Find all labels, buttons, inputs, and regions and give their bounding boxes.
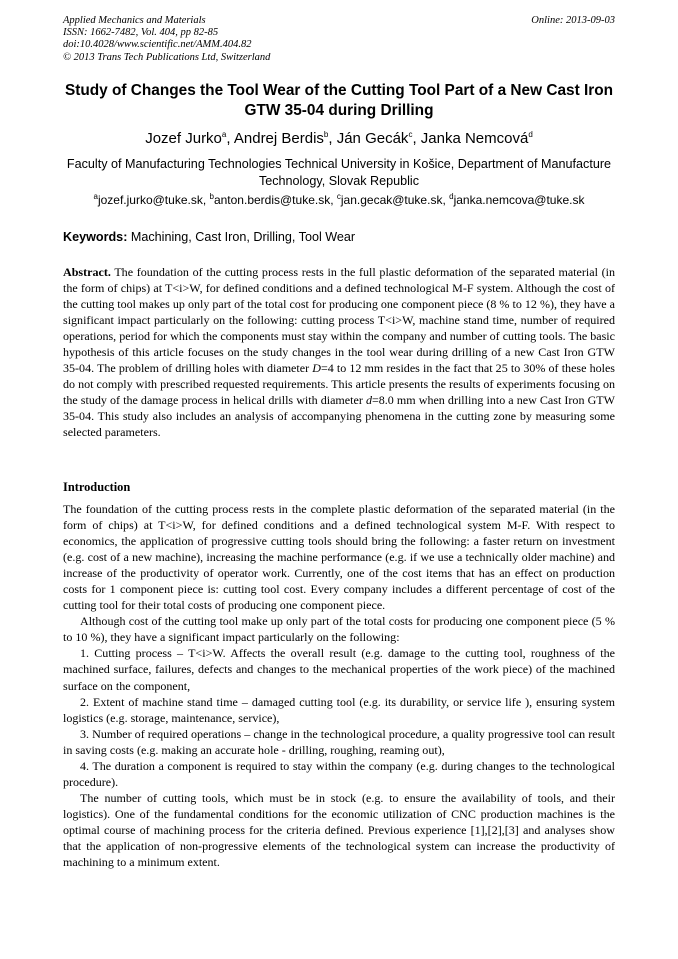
- online-date: Online: 2013-09-03: [531, 15, 615, 26]
- paragraph: Although cost of the cutting tool make up only part of the total costs for producing one component piece (5 % to 10 %), they have a significant impact particularly on the following:: [63, 614, 615, 645]
- email-address[interactable]: $^b$anton.berdis@tuke.sk,: [209, 192, 337, 207]
- author-list: [63, 130, 615, 148]
- introduction-body: [63, 501, 615, 870]
- keywords-label: Keywords:: [63, 230, 128, 244]
- author: Andrej Berdis$^b$,: [233, 130, 337, 147]
- abstract-label: Abstract.: [63, 265, 111, 279]
- list-item: 4. The duration a component is required to stay within the company (e.g. during changes to the technological procedure).: [63, 758, 615, 789]
- author: Janka Nemcová$^d$: [420, 130, 533, 147]
- copyright-line: © 2013 Trans Tech Publications Ltd, Switzerland: [63, 51, 271, 63]
- abstract: Abstract. The foundation of the cutting process rests in the full plastic deformation of the separated material (in the form of chips) at T<i>W, for defined conditions and a defined technological M-F system. Although the cost of the cutting tool makes up only part of the total cost for producing one component piece (8 % to 12 %), they have a significant impact particularly on the following: cutting process T<i>W, machine stand time, number of required operations, period for which the components must stay within the company and number of cutting tools. The basic hypothesis of this article focuses on the study changes in the tool wear during drilling of a new Cast Iron GTW 35-04. The problem of drilling holes with diameter D=4 to 12 mm resides in the fact that 25 to 30% of these holes do not comply with prescribed requested requirements. This article presents the results of experiments focusing on the study of the damage process in helical drills with diameter d=8.0 mm when drilling into a new Cast Iron GTW 35-04. This study also includes an analysis of accompanying phenomena in the cutting zone by measuring some selected parameters.: [63, 265, 615, 440]
- email-list: [63, 193, 615, 208]
- keywords: [63, 230, 615, 245]
- author: Jozef Jurko$^a$,: [145, 130, 234, 147]
- paragraph: The number of cutting tools, which must be in stock (e.g. to ensure the availability of tools, and their logistics). One of the fundamental conditions for the economic utilization of CNC production machines is the optimal course of machining process for the criteria defined. Previous experience [1],[2],[3] and analyses show that the application of non-progressive elements of the technological system can increase the productivity of machining to a minimum extent.: [63, 790, 615, 870]
- journal-name: Applied Mechanics and Materials: [63, 15, 206, 26]
- paper-title: Study of Changes the Tool Wear of the Cutting Tool Part of a New Cast Iron GTW 35-04 during Drilling: [64, 82, 614, 119]
- doi-line: doi:10.4028/www.scientific.net/AMM.404.82: [63, 39, 252, 51]
- affiliation: Faculty of Manufacturing Technologies Technical University in Košice, Department of Manufacture Technology, Slovak Republic: [66, 157, 612, 188]
- list-item: 1. Cutting process – T<i>W. Affects the overall result (e.g. damage to the cutting tool, roughness of the machined surface, failures, defects and changes to the mechanical properties of the work piece) of the machined surface on the component,: [63, 646, 615, 693]
- issn-line: ISSN: 1662-7482, Vol. 404, pp 82-85: [63, 27, 219, 39]
- email-address[interactable]: $^a$jozef.jurko@tuke.sk,: [93, 192, 210, 207]
- list-item: 3. Number of required operations – change in the technological procedure, a quality progressive tool can result in saving costs (e.g. making an accurate hole - drilling, roughing, reaming out),: [63, 726, 615, 757]
- keywords-text: Machining, Cast Iron, Drilling, Tool Wear: [130, 230, 356, 244]
- section-heading-introduction: Introduction: [63, 480, 131, 494]
- list-item: 2. Extent of machine stand time – damaged cutting tool (e.g. its durability, or service life ), ensuring system logistics (e.g. storage, maintenance, service),: [63, 694, 615, 725]
- author: Ján Gecák$^c$,: [336, 130, 421, 147]
- email-address[interactable]: $^d$janka.nemcova@tuke.sk: [449, 192, 585, 207]
- journal-header: [63, 15, 270, 64]
- email-address[interactable]: $^c$jan.gecak@tuke.sk,: [336, 192, 450, 207]
- paragraph: The foundation of the cutting process rests in the complete plastic deformation of the separated material (in the form of chips) at T<i>W, for defined conditions and a defined technological system M-F. With respect to economics, the application of progressive cutting tools should bring the following: a faster return on investment (e.g. cost of a new machine), increasing the machine performance (e.g. if we use a technically older machine) and increase of the productivity of operator work. Currently, one of the cost items that has an effect on production costs for 1 component piece is: cutting tool cost. Every company includes a different percentage of cost of the cutting tool for their total costs of producing one component piece.: [63, 502, 615, 613]
